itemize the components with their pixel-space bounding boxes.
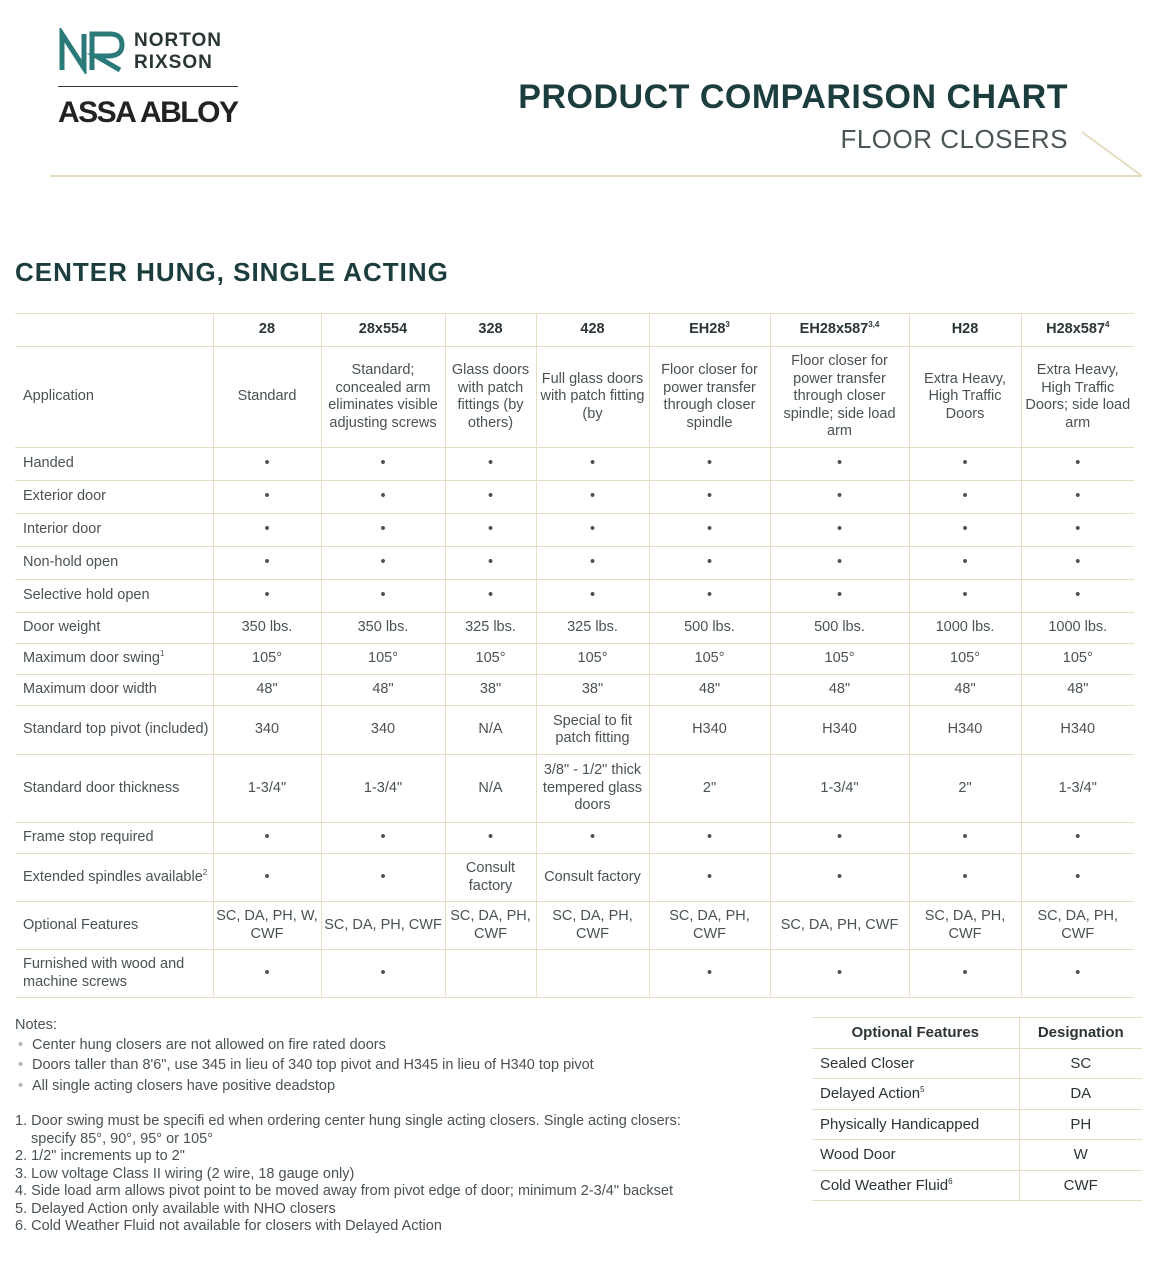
table-cell: •	[1021, 481, 1134, 514]
optional-feature-code: SC	[1019, 1048, 1142, 1079]
parent-brand: ASSA ABLOY	[58, 96, 238, 129]
table-cell: 48"	[909, 675, 1021, 706]
notes-footnotes	[15, 1113, 695, 1236]
table-cell: Extra Heavy, High Traffic Doors	[909, 347, 1021, 448]
table-cell: •	[649, 823, 770, 854]
row-label-text: Maximum door width	[23, 681, 157, 698]
table-row	[15, 823, 1134, 854]
table-cell: Floor closer for power transfer through closer spindle	[649, 347, 770, 448]
optional-feature-row	[812, 1170, 1142, 1201]
table-cell: 325 lbs.	[536, 613, 649, 644]
optional-feature-name-text: Cold Weather Fluid	[820, 1176, 949, 1194]
column-header	[321, 314, 445, 347]
table-row	[15, 347, 1134, 448]
optional-feature-code: W	[1019, 1140, 1142, 1171]
column-header-label: H28x587	[1046, 321, 1105, 338]
brand-name	[134, 30, 222, 74]
optional-feature-name	[812, 1109, 1019, 1140]
table-cell: H340	[770, 706, 909, 755]
optional-features-table	[812, 1017, 1142, 1201]
optional-feature-code: CWF	[1019, 1170, 1142, 1201]
row-label-text: Furnished with wood and machine screws	[23, 956, 185, 990]
table-cell: •	[909, 547, 1021, 580]
table-cell: •	[321, 950, 445, 998]
table-cell: 105°	[909, 644, 1021, 675]
table-cell: •	[649, 547, 770, 580]
table-cell	[445, 950, 536, 998]
footnote: 1. Door swing must be specifi ed when ordering center hung single acting closers. Single acting closers: specify 85°, 90°, 95° or 105°	[15, 1113, 681, 1147]
optional-features-header-feature: Optional Features	[812, 1018, 1019, 1049]
table-cell: •	[909, 950, 1021, 998]
column-header	[1021, 314, 1134, 347]
brand-name-line1: NORTON	[134, 30, 222, 51]
column-header-label: EH28	[689, 321, 726, 338]
row-label-text: Frame stop required	[23, 829, 154, 846]
header-corner-cell	[15, 314, 213, 347]
table-cell: •	[1021, 823, 1134, 854]
table-cell: SC, DA, PH, CWF	[536, 902, 649, 950]
footnote: 6. Cold Weather Fluid not available for closers with Delayed Action	[15, 1218, 442, 1234]
table-row	[15, 580, 1134, 613]
notes-heading: Notes:	[15, 1017, 57, 1033]
header-accent-icon	[1080, 130, 1144, 178]
logo-divider	[58, 86, 238, 87]
table-cell: 350 lbs.	[321, 613, 445, 644]
column-header-label: 28x554	[358, 321, 408, 338]
optional-feature-name-text: Physically Handicapped	[820, 1115, 980, 1133]
table-cell: •	[770, 580, 909, 613]
page-title: PRODUCT COMPARISON CHART	[518, 78, 1068, 116]
row-label	[15, 481, 213, 514]
table-row	[15, 902, 1134, 950]
footnote: 5. Delayed Action only available with NHO closers	[15, 1200, 336, 1217]
optional-feature-name	[812, 1079, 1019, 1110]
column-header	[213, 314, 321, 347]
column-header-label: 328	[478, 321, 503, 338]
row-label	[15, 823, 213, 854]
notes-bullets	[15, 1037, 695, 1096]
table-cell: •	[536, 580, 649, 613]
table-cell: 500 lbs.	[770, 613, 909, 644]
table-cell: 2"	[909, 755, 1021, 823]
column-header-footnote: 3,4	[868, 320, 880, 330]
column-header-footnote: 4	[1104, 320, 1110, 330]
table-cell: •	[770, 823, 909, 854]
comparison-table	[15, 313, 1134, 998]
table-cell: 2"	[649, 755, 770, 823]
column-header	[445, 314, 536, 347]
table-cell: •	[1021, 514, 1134, 547]
table-cell: •	[1021, 448, 1134, 481]
optional-feature-code: PH	[1019, 1109, 1142, 1140]
table-cell: •	[1021, 580, 1134, 613]
table-cell: Consult factory	[445, 854, 536, 902]
table-cell: •	[536, 448, 649, 481]
table-cell: 1000 lbs.	[1021, 613, 1134, 644]
column-header	[649, 314, 770, 347]
table-cell: •	[213, 481, 321, 514]
row-label-footnote: 2	[202, 867, 208, 877]
row-label-text: Selective hold open	[23, 587, 150, 604]
table-cell: •	[213, 854, 321, 902]
table-cell: 48"	[213, 675, 321, 706]
table-cell: •	[770, 514, 909, 547]
table-cell: SC, DA, PH, CWF	[1021, 902, 1134, 950]
table-cell: •	[649, 514, 770, 547]
table-cell: H340	[649, 706, 770, 755]
table-cell: 1-3/4"	[770, 755, 909, 823]
notes	[15, 1017, 695, 1236]
row-label-text: Non-hold open	[23, 554, 119, 571]
optional-feature-row	[812, 1140, 1142, 1171]
table-cell: •	[909, 481, 1021, 514]
table-row	[15, 706, 1134, 755]
table-cell: Consult factory	[536, 854, 649, 902]
row-label-text: Standard top pivot (included)	[23, 721, 209, 738]
table-cell: SC, DA, PH, CWF	[909, 902, 1021, 950]
table-cell: •	[445, 481, 536, 514]
optional-feature-name	[812, 1170, 1019, 1201]
row-label-text: Optional Features	[23, 916, 139, 933]
table-row	[15, 448, 1134, 481]
row-label	[15, 547, 213, 580]
optional-feature-name-text: Sealed Closer	[820, 1054, 915, 1072]
norton-rixson-mark-icon	[58, 28, 128, 74]
table-cell: •	[536, 823, 649, 854]
table-cell: 105°	[1021, 644, 1134, 675]
row-label	[15, 644, 213, 675]
row-label	[15, 854, 213, 902]
column-header-label: 28	[258, 321, 276, 338]
table-cell: •	[536, 481, 649, 514]
table-cell: H340	[909, 706, 1021, 755]
table-cell: SC, DA, PH, CWF	[770, 902, 909, 950]
column-header-footnote: 3	[725, 320, 730, 330]
optional-feature-row	[812, 1109, 1142, 1140]
table-cell: •	[909, 854, 1021, 902]
table-cell: •	[321, 514, 445, 547]
table-cell: 48"	[649, 675, 770, 706]
table-cell: Glass doors with patch fittings (by others)	[445, 347, 536, 448]
table-cell: 105°	[321, 644, 445, 675]
table-cell: •	[1021, 547, 1134, 580]
table-cell: •	[213, 547, 321, 580]
optional-feature-footnote: 6	[948, 1176, 953, 1186]
table-cell: Full glass doors with patch fitting (by	[536, 347, 649, 448]
row-label	[15, 902, 213, 950]
column-header	[770, 314, 909, 347]
table-cell: •	[445, 580, 536, 613]
table-cell: H340	[1021, 706, 1134, 755]
row-label-text: Extended spindles available	[23, 868, 203, 885]
table-cell: 105°	[770, 644, 909, 675]
table-cell: •	[1021, 854, 1134, 902]
table-cell: 1-3/4"	[1021, 755, 1134, 823]
optional-feature-name	[812, 1140, 1019, 1171]
table-cell: SC, DA, PH, CWF	[445, 902, 536, 950]
table-cell: 340	[213, 706, 321, 755]
table-cell: 1-3/4"	[321, 755, 445, 823]
table-cell: •	[445, 823, 536, 854]
table-cell: •	[536, 547, 649, 580]
column-header	[909, 314, 1021, 347]
table-cell: •	[536, 514, 649, 547]
table-cell: •	[321, 448, 445, 481]
table-cell: •	[649, 448, 770, 481]
row-label-text: Interior door	[23, 521, 102, 538]
table-cell: 105°	[649, 644, 770, 675]
table-cell: •	[649, 854, 770, 902]
table-cell: SC, DA, PH, CWF	[321, 902, 445, 950]
table-row	[15, 613, 1134, 644]
footnote: 2. 1/2" increments up to 2"	[15, 1148, 185, 1164]
table-cell: •	[321, 547, 445, 580]
table-cell: •	[649, 580, 770, 613]
table-cell: •	[213, 950, 321, 998]
brand-name-line2: RIXSON	[134, 52, 213, 73]
row-label-text: Door weight	[23, 619, 101, 636]
optional-feature-name	[812, 1048, 1019, 1079]
table-cell: •	[909, 514, 1021, 547]
table-cell: •	[321, 580, 445, 613]
table-row	[15, 644, 1134, 675]
column-header	[536, 314, 649, 347]
table-cell: SC, DA, PH, W, CWF	[213, 902, 321, 950]
table-cell: •	[213, 514, 321, 547]
row-label	[15, 675, 213, 706]
row-label-text: Handed	[23, 455, 74, 472]
table-cell: 105°	[213, 644, 321, 675]
table-cell: •	[213, 580, 321, 613]
table-cell: •	[770, 950, 909, 998]
row-label	[15, 448, 213, 481]
optional-feature-footnote: 5	[920, 1085, 925, 1095]
table-row	[15, 481, 1134, 514]
row-label	[15, 613, 213, 644]
table-row	[15, 950, 1134, 998]
table-cell: •	[770, 547, 909, 580]
row-label	[15, 706, 213, 755]
table-row	[15, 675, 1134, 706]
row-label	[15, 755, 213, 823]
table-cell: 48"	[770, 675, 909, 706]
row-label	[15, 580, 213, 613]
table-cell: •	[649, 950, 770, 998]
table-cell: 38"	[445, 675, 536, 706]
row-label-text: Maximum door swing	[23, 650, 160, 667]
optional-feature-name-text: Delayed Action	[820, 1085, 921, 1103]
table-cell: •	[649, 481, 770, 514]
table-row	[15, 547, 1134, 580]
optional-feature-code: DA	[1019, 1079, 1142, 1110]
table-row	[15, 514, 1134, 547]
table-cell: •	[445, 547, 536, 580]
section-title: CENTER HUNG, SINGLE ACTING	[15, 257, 449, 287]
table-row	[15, 854, 1134, 902]
table-cell: 3/8" - 1/2" thick tempered glass doors	[536, 755, 649, 823]
row-label-text: Application	[23, 388, 94, 405]
optional-feature-name-text: Wood Door	[820, 1146, 896, 1164]
table-cell: Standard	[213, 347, 321, 448]
table-cell: •	[909, 448, 1021, 481]
row-label-text: Standard door thickness	[23, 779, 180, 796]
table-cell: N/A	[445, 706, 536, 755]
table-cell: Extra Heavy, High Traffic Doors; side load arm	[1021, 347, 1134, 448]
column-header-label: EH28x587	[799, 321, 869, 338]
table-cell: 325 lbs.	[445, 613, 536, 644]
footnote: 4. Side load arm allows pivot point to be moved away from pivot edge of door; minimum 2-3/4" backset	[15, 1183, 673, 1199]
table-cell: 48"	[321, 675, 445, 706]
table-cell: 350 lbs.	[213, 613, 321, 644]
column-header-label: 428	[580, 321, 605, 338]
table-cell: 1000 lbs.	[909, 613, 1021, 644]
table-cell: •	[770, 481, 909, 514]
table-cell: Floor closer for power transfer through closer spindle; side load arm	[770, 347, 909, 448]
note-bullet: • Doors taller than 8'6", use 345 in lieu of 340 top pivot and H345 in lieu of H340 top pivot	[15, 1057, 695, 1075]
optional-feature-row	[812, 1048, 1142, 1079]
table-row	[15, 755, 1134, 823]
table-cell: •	[321, 823, 445, 854]
footnote: 3. Low voltage Class II wiring (2 wire, 18 gauge only)	[15, 1165, 355, 1182]
table-cell: 105°	[536, 644, 649, 675]
table-cell: •	[321, 854, 445, 902]
optional-features-header-designation: Designation	[1019, 1018, 1142, 1049]
table-cell: 105°	[445, 644, 536, 675]
row-label-footnote: 1	[160, 649, 165, 659]
table-header-row	[15, 314, 1134, 347]
row-label	[15, 950, 213, 998]
table-cell: Special to fit patch fitting	[536, 706, 649, 755]
page-subtitle: FLOOR CLOSERS	[840, 124, 1068, 154]
table-cell: •	[445, 514, 536, 547]
row-label-text: Exterior door	[23, 488, 107, 505]
table-cell: 340	[321, 706, 445, 755]
row-label	[15, 347, 213, 448]
table-cell: •	[213, 448, 321, 481]
optional-feature-row	[812, 1079, 1142, 1110]
table-cell: •	[1021, 950, 1134, 998]
table-cell	[536, 950, 649, 998]
optional-features-header	[812, 1018, 1142, 1049]
header-divider	[50, 175, 1142, 177]
column-header-label: H28	[951, 321, 979, 338]
table-cell: •	[321, 481, 445, 514]
table-cell: 1-3/4"	[213, 755, 321, 823]
table-cell: N/A	[445, 755, 536, 823]
table-cell: 38"	[536, 675, 649, 706]
note-bullet: • Center hung closers are not allowed on fire rated doors	[15, 1037, 695, 1055]
table-cell: 500 lbs.	[649, 613, 770, 644]
table-cell: •	[770, 854, 909, 902]
table-cell: •	[770, 448, 909, 481]
table-cell: Standard; concealed arm eliminates visible adjusting screws	[321, 347, 445, 448]
table-cell: •	[213, 823, 321, 854]
row-label	[15, 514, 213, 547]
table-cell: 48"	[1021, 675, 1134, 706]
table-cell: •	[909, 823, 1021, 854]
table-cell: •	[445, 448, 536, 481]
note-bullet: • All single acting closers have positive deadstop	[15, 1078, 695, 1096]
table-cell: •	[909, 580, 1021, 613]
table-cell: SC, DA, PH, CWF	[649, 902, 770, 950]
